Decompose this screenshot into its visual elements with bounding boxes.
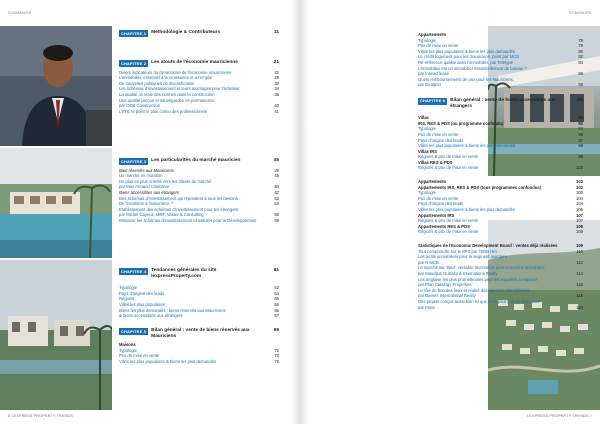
toc-entry-page: 102 [576, 179, 583, 185]
toc-entry-page: 50 [274, 184, 279, 190]
toc-entry-title: par Insead lease [418, 71, 449, 77]
toc-entry-page: 104 [576, 201, 583, 207]
toc-entry-title: Typologie [119, 285, 137, 291]
toc-entry-page: 93 [578, 126, 583, 132]
chapter-5 [119, 328, 279, 365]
toc-entry-title: Relancer les schémas d'investissement et assurer pour la Développement [119, 217, 257, 223]
toc-entry-page: 97 [578, 137, 583, 143]
toc-entry-title: par N MCB [418, 259, 439, 265]
toc-entry-page: 52 [274, 195, 279, 201]
chapter-3 [119, 158, 279, 224]
chapter-badge: CHAPITRE 4 [121, 268, 147, 274]
toc-right [418, 32, 583, 310]
toc-entry-page: 22 [274, 69, 279, 75]
toc-entry-title: Le crédit logement pour les mauriciens, point par MCB [418, 54, 520, 60]
toc-entry-page: 40 [274, 103, 279, 109]
toc-entry-page: 67 [274, 313, 279, 319]
toc-entry-page: 41 [274, 108, 279, 114]
toc-entry-page: 30 [274, 80, 279, 86]
villas-illustration [0, 260, 112, 410]
toc-entry-title: Appartements [418, 32, 447, 37]
toc-entry-title: La qualité, la vraie des normes dans la construction [119, 91, 215, 97]
toc-entry-title: par Plan Catalogy Properties [418, 282, 472, 288]
chapter-page-number: 11 [273, 30, 279, 35]
toc-entry-title: Villas IRS [418, 148, 438, 154]
toc-entry-title: Des projets conçus aussi bien ici que ici et pour tout au soulevant [418, 298, 540, 304]
toc-entry-page: 108 [576, 229, 583, 235]
toc-entry-page: 102 [576, 184, 583, 190]
toc-entry-title: L'immobilier, essentiel à la croissance et à l'emploi [119, 75, 213, 81]
chapter-title: Méthodologie & Contributeurs [151, 30, 221, 35]
toc-entry-page: 73 [274, 353, 279, 359]
toc-entry-title: IRS, RES & PDS (ou programme confondu) [418, 120, 504, 126]
toc-entry-title: Bien réservés aux Mauriciens [119, 167, 174, 173]
toc-entry[interactable] [119, 109, 279, 115]
toc-entry-title: Villes les plus populaires & biens les plus demandés [119, 358, 216, 364]
chapter-3-heading[interactable] [119, 158, 279, 165]
toc-entry-page: 72 [274, 347, 279, 353]
villas-photo [0, 260, 112, 410]
chapter-2 [119, 60, 279, 114]
toc-entry-title: par Max Armand Clodomar [119, 184, 170, 190]
toc-entry-page: 98 [578, 143, 583, 149]
chapter-title: Tendances générales du site lexpressProperty.com [151, 268, 217, 279]
chapter-title: Bilan général : vente de biens réservés aux Mauriciens [151, 328, 250, 339]
toc-entry[interactable] [418, 305, 583, 311]
toc-entry-title: Un marché en mutation [119, 173, 163, 179]
toc-entry-page: 46 [274, 173, 279, 179]
toc-entry-page: 64 [274, 290, 279, 296]
chapter-badge: CHAPITRE 6 [420, 98, 446, 104]
toc-entry-title: Prix de mise en vente [418, 131, 459, 137]
toc-entry-page: 105 [576, 207, 583, 213]
toc-entry-title: De l'exotisme à l'assurance ? [119, 201, 174, 207]
running-head-right: SOMMAIRE [568, 10, 592, 15]
toc-entry-page: 109 [576, 243, 583, 248]
toc-entry-title: Appartements IRS, RES & PDS (tous programmes confondus) [418, 184, 542, 190]
toc-entry[interactable] [119, 359, 279, 365]
person-illustration [0, 26, 112, 146]
chapter-4-heading[interactable] [119, 268, 279, 279]
toc-entry-title: Les anglaise les plus prometteuses pour les expatriés à Maurice [418, 276, 538, 282]
toc-entry-title: Une qualité perçue et sauvegardée en permanence [119, 97, 215, 103]
toc-entry-title: par Maudijus Gutraky & Internationil Realty [418, 270, 498, 276]
toc-entry-page: 88 [578, 82, 583, 88]
toc-entry-page: 92 [578, 120, 583, 126]
toc-entry-title: Villas [418, 115, 429, 121]
toc-entry-title: & biens accessibles aux étrangers [119, 313, 183, 319]
toc-entry-page: 118 [576, 293, 583, 299]
toc-entry[interactable] [418, 165, 583, 171]
appartements-entries [418, 32, 583, 88]
toc-entry-page: 56 [274, 212, 279, 218]
toc-entry[interactable] [119, 313, 279, 319]
resort-illustration [0, 148, 112, 258]
toc-entry-title: Appartements IRS [418, 212, 455, 218]
contributor-photo [0, 26, 112, 146]
toc-entry-title: par Michel Cayeux, MRF, Valuer & Consulting [119, 212, 204, 218]
toc-entry-title: par Feda [418, 304, 435, 310]
toc-entry-title: Pays d'origine des leads [119, 290, 165, 296]
chapter-title: Bilan général : vente de biens accessibles aux étrangers [450, 97, 556, 109]
toc-entry-title: par Dames International Realty [418, 293, 476, 299]
chapter-6-heading[interactable] [418, 98, 583, 109]
toc-entry-page: 80 [578, 48, 583, 54]
chapter-6 [418, 98, 583, 171]
toc-entry-title: Régions & prix de mise en vente [418, 229, 479, 235]
toc-entry-page: 46 [274, 167, 279, 173]
running-foot-right: LEXPRESS PROPERTY TRENDS 7 [527, 413, 592, 418]
chapter-1-heading[interactable] [119, 30, 279, 37]
toc-entry-title: Appartements RES & PDS [418, 223, 470, 229]
toc-entry-title: Régions & prix de mise en vente [418, 218, 479, 224]
resort-photo [0, 148, 112, 258]
toc-entry-title: Villes les plus populaires [119, 301, 165, 307]
toc-entry-page: 96 [578, 131, 583, 137]
toc-entry-title: Villes les plus populaires & biens les plus demandés [418, 48, 515, 54]
toc-entry[interactable] [418, 82, 583, 88]
chapter-4 [119, 268, 279, 319]
toc-entry-page: 107 [576, 218, 583, 224]
toc-entry-page: 100 [576, 165, 583, 171]
toc-entry-title: De plus en plus orienté vers les clients du marché [119, 178, 212, 184]
toc-entry-title: Maisons [119, 342, 136, 348]
toc-entry-page: 34 [274, 86, 279, 92]
toc-entry-title: Tout comprendre sur le SPS par l'EDB Hm [418, 248, 497, 254]
toc-entry-page: 82 [578, 54, 583, 60]
toc-entry-title: Villes les plus populaires & biens les plus demandés [418, 143, 515, 149]
running-head-left: SOMMAIRE [8, 10, 32, 15]
toc-entry-title: Typologie [418, 37, 436, 43]
chapter-page-number: 91 [577, 97, 583, 103]
toc-entry-title: Divers indicateurs du dynamisme de l'économie mauricienne [119, 69, 232, 75]
right-page [300, 0, 600, 424]
toc-entry-page: 86 [578, 71, 583, 77]
chapter-badge: CHAPITRE 3 [121, 158, 147, 164]
toc-entry-page: 79 [578, 43, 583, 49]
toc-entry-title: Villes les plus populaires & biens les plus demandés [418, 207, 515, 213]
toc-entry-page: 58 [274, 217, 279, 223]
toc-entry-page: 84 [578, 59, 583, 65]
toc-entry-title: par Dealport [418, 82, 442, 88]
toc-entry-title: Prix de mise en vente [418, 43, 459, 49]
toc-entry-title: Statistiques de l'Economic Development Board : ventes déjà réalisées [418, 243, 558, 248]
chapter-4-entries [119, 285, 279, 319]
chapter-2-heading[interactable] [119, 60, 279, 67]
toc-entry-title: Des schémas d'investissement qui répondent à tous les besoins [119, 195, 238, 201]
toc-entry-title: L'immobilier est un immobilier essentiellement de bureau ? [418, 65, 527, 71]
chapter-2-entries [119, 70, 279, 115]
chapter-page-number: 45 [273, 158, 279, 163]
chapter-page-number: 21 [273, 60, 279, 65]
chapter-6-entries [418, 115, 583, 171]
toc-entry-page: 110 [576, 248, 583, 254]
toc-entry-page: 114 [576, 270, 583, 276]
toc-entry-page: 107 [576, 212, 583, 218]
toc-entry-title: Les schémas d'investissement et leurs avantages pour l'acheteur [119, 86, 240, 92]
toc-entry-title: Etablissement des schémas d'investissement pour les étrangers [119, 206, 239, 212]
chapter-badge: CHAPITRE 1 [121, 30, 147, 36]
toc-entry-page: 36 [274, 91, 279, 97]
toc-entry-page: 53 [274, 201, 279, 207]
toc-entry-title: par OCB Construction [119, 103, 160, 109]
chapter-page-number: 61 [273, 268, 279, 273]
toc-entry-title: Pays d'origine des leads [418, 201, 464, 207]
toc-entry-page: 52 [274, 189, 279, 195]
toc-entry-title: Pays d'origine des leads [418, 137, 464, 143]
toc-entry[interactable] [119, 218, 279, 224]
toc-entry-title: Régions & prix de mise en vente [418, 165, 479, 171]
toc-entry-page: 78 [578, 37, 583, 43]
toc-entry-page: 120 [576, 304, 583, 310]
toc-entry-title: Le marché sur 'land', véritable locomotive pour le marché immobilier, [418, 265, 546, 271]
spine-shadow [292, 0, 300, 424]
toc-entry-title: Prix de mise en vente [418, 195, 459, 201]
toc-entry-title: Typologie [418, 126, 436, 132]
toc-entry-title: Ré-référence qualité dans l'immobilier, par Teletype [418, 59, 513, 65]
toc-entry-title: Villas RES & PDS [418, 159, 453, 165]
toc-entry-page: 92 [578, 115, 583, 121]
toc-entry-title: Biens accessibles aux étrangers [119, 189, 180, 195]
toc-entry-title: De nouvelles politiques de diversification [119, 80, 195, 86]
chapter-title: Les particularités du marché mauricien [151, 158, 241, 163]
edb-entries [418, 243, 583, 310]
toc-entry-title: Régions [119, 296, 135, 302]
toc-entry-title: Appartements [418, 179, 447, 185]
chapter-3-entries [119, 168, 279, 224]
chapter-1 [119, 30, 279, 37]
toc-entry-title: Le rôle de bon des lieux et réalité des agences immobilières [418, 287, 530, 293]
toc-entry-page: 108 [576, 223, 583, 229]
chapter-page-number: 69 [273, 328, 279, 333]
chapter-badge: CHAPITRE 5 [121, 328, 147, 334]
chapter-title: Les atouts de l'économie mauricienne [151, 60, 238, 65]
toc-entry[interactable] [418, 229, 583, 235]
running-foot-left: 6 LEXPRESS PROPERTY TRENDS [8, 413, 73, 418]
chapter-badge: CHAPITRE 2 [121, 60, 147, 66]
toc-entry-title: Régions & prix de mise en vente [418, 154, 479, 160]
toc-entry-page: 99 [578, 154, 583, 160]
toc-entry-title: Typologie [119, 347, 137, 353]
toc-entry-page: 62 [274, 285, 279, 291]
toc-entry-title: Typologie [418, 190, 436, 196]
toc-entry-page: 104 [576, 195, 583, 201]
toc-entry-title: Quels remboursements de prix pour les Mauriciens, [418, 76, 514, 82]
chapter-5-heading[interactable] [119, 328, 279, 339]
toc-entry-page: 103 [576, 190, 583, 196]
toc-entry-page: 28 [274, 75, 279, 81]
toc-entry-page: 116 [576, 282, 583, 288]
spine-shadow [300, 0, 308, 424]
toc-entry-title: L'IRS, le point le plus connu des professionnels [119, 108, 207, 114]
toc-entry-page: 65 [274, 296, 279, 302]
toc-entry-page: 66 [274, 307, 279, 313]
toc-entry-title: Prix de mise en vente [119, 353, 160, 359]
toc-entry-page: 66 [274, 301, 279, 307]
toc-entry-title: Les petits immobiliers pour le segment aventure [418, 254, 507, 260]
chapter-5-entries [119, 342, 279, 364]
toc-entry-page: 112 [576, 259, 583, 265]
appartements-2-entries [418, 179, 583, 235]
toc-entry-title: Biens les plus demandés : biens réservés aux Mauriciens [119, 307, 226, 313]
toc-entry-page: 76 [274, 358, 279, 364]
